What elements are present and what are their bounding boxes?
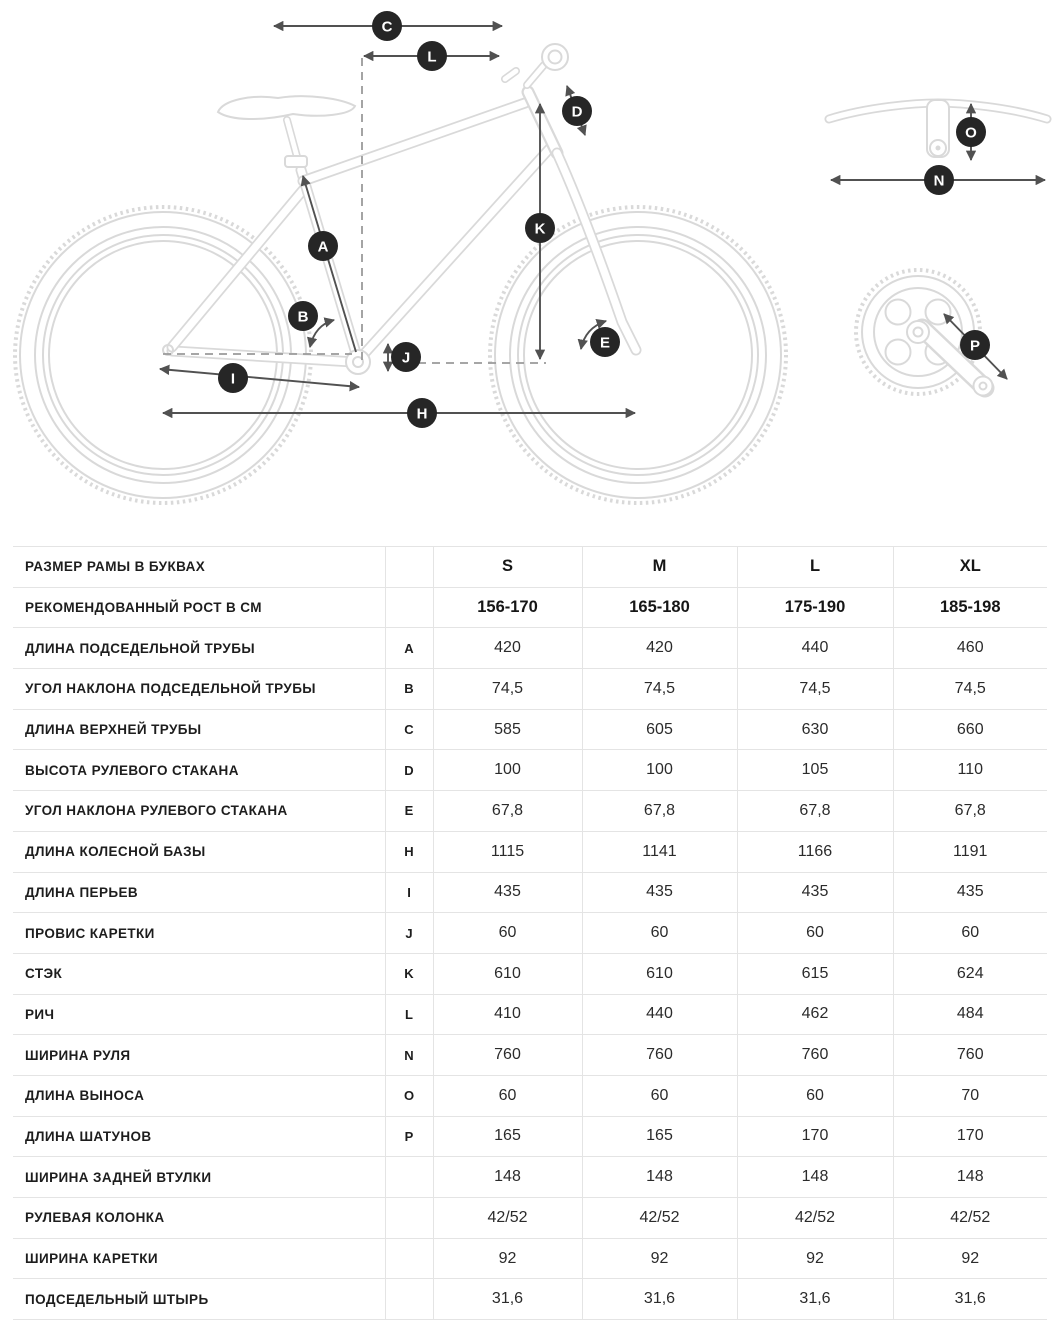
spec-value-cell: 440 [582,994,737,1035]
spec-value-cell: 1141 [582,831,737,872]
spec-label-cell: УГОЛ НАКЛОНА РУЛЕВОГО СТАКАНА [13,791,385,832]
spec-label-cell: РАЗМЕР РАМЫ В БУКВАХ [13,547,385,588]
spec-value-cell: 615 [737,953,893,994]
spec-label-cell: ШИРИНА ЗАДНЕЙ ВТУЛКИ [13,1157,385,1198]
handlebar-grip-end [542,44,568,70]
spec-value-cell: 630 [737,709,893,750]
pedal-hole [974,377,993,396]
spec-value-cell: 660 [893,709,1047,750]
spec-value-cell: 148 [582,1157,737,1198]
spec-value-cell: 462 [737,994,893,1035]
spec-label-cell: ДЛИНА ШАТУНОВ [13,1116,385,1157]
table-row [13,831,1047,872]
spec-value-cell: 31,6 [737,1279,893,1320]
spec-value-cell: 67,8 [433,791,582,832]
spec-value-cell: 170 [893,1116,1047,1157]
spec-value-cell: 760 [433,1035,582,1076]
spec-value-cell: 92 [893,1238,1047,1279]
table-row [13,791,1047,832]
saddle [218,96,355,119]
dim-badge-o [956,117,986,147]
spec-value-cell: 435 [582,872,737,913]
dim-letter-cell: H [385,831,433,872]
spec-value-cell: 760 [893,1035,1047,1076]
spec-label-cell: ДЛИНА ПОДСЕДЕЛЬНОЙ ТРУБЫ [13,628,385,669]
dim-badge-n [924,165,954,195]
spec-value-cell: 31,6 [893,1279,1047,1320]
dim-badge-p [960,330,990,360]
dim-badge-b [288,301,318,331]
spec-value-cell: 42/52 [737,1198,893,1239]
bike-geometry-diagram [0,0,1061,540]
spec-value-cell: 42/52 [433,1198,582,1239]
spec-value-cell: 165 [433,1116,582,1157]
spec-table-body [13,547,1047,1320]
dim-letter-cell: D [385,750,433,791]
spec-value-cell: L [737,547,893,588]
spec-value-cell: 170 [737,1116,893,1157]
dim-letter-cell: I [385,872,433,913]
dim-letter-cell: N [385,1035,433,1076]
dim-badge-d [562,96,592,126]
spec-value-cell: 760 [737,1035,893,1076]
spec-value-cell: 165-180 [582,587,737,628]
spec-label-cell: РЕКОМЕНДОВАННЫЙ РОСТ В СМ [13,587,385,628]
dim-letter-cell: K [385,953,433,994]
dim-badge-l-label: L [427,48,437,66]
table-row [13,547,1047,588]
spec-label-cell: ДЛИНА ВЫНОСА [13,1075,385,1116]
dim-letter-cell: A [385,628,433,669]
dim-badge-c [372,11,402,41]
spec-value-cell: 74,5 [737,669,893,710]
spec-value-cell: 420 [433,628,582,669]
spec-value-cell: 435 [737,872,893,913]
dim-badge-e [590,327,620,357]
spec-label-cell: ДЛИНА ПЕРЬЕВ [13,872,385,913]
spec-value-cell: 156-170 [433,587,582,628]
spec-label-cell: РИЧ [13,994,385,1035]
spec-value-cell: 148 [737,1157,893,1198]
handlebar-front-view [829,100,1047,157]
spec-value-cell: 60 [737,1075,893,1116]
spec-value-cell: 435 [893,872,1047,913]
spec-value-cell: M [582,547,737,588]
dim-badge-n-label: N [933,172,945,190]
dim-badge-l [417,41,447,71]
dim-badge-p-label: P [969,337,981,355]
spec-value-cell: 410 [433,994,582,1035]
dim-letter-cell [385,547,433,588]
dim-letter-cell: J [385,913,433,954]
table-row [13,669,1047,710]
table-row [13,750,1047,791]
table-row [13,1035,1047,1076]
dim-badge-i [218,363,248,393]
dim-letter-cell: E [385,791,433,832]
spec-value-cell: 1115 [433,831,582,872]
dim-badge-k-label: K [534,220,546,238]
spec-value-cell: 760 [582,1035,737,1076]
spec-label-cell: ПОДСЕДЕЛЬНЫЙ ШТЫРЬ [13,1279,385,1320]
dim-badge-j [391,342,421,372]
table-row [13,994,1047,1035]
dim-letter-cell [385,1279,433,1320]
table-row [13,1198,1047,1239]
table-row [13,953,1047,994]
table-row [13,872,1047,913]
dim-letter-cell [385,587,433,628]
spec-value-cell: 610 [582,953,737,994]
dim-badge-d-label: D [571,103,583,121]
dim-letter-cell: B [385,669,433,710]
spec-value-cell: 624 [893,953,1047,994]
table-row [13,1279,1047,1320]
dim-badge-j-label: J [401,349,411,367]
spec-value-cell: 60 [737,913,893,954]
dim-arrow-i [160,369,359,387]
dim-badge-h [407,398,437,428]
spec-value-cell: 420 [582,628,737,669]
spec-value-cell: 1166 [737,831,893,872]
spec-value-cell: 92 [433,1238,582,1279]
spec-value-cell: 42/52 [582,1198,737,1239]
spec-value-cell: 74,5 [582,669,737,710]
spec-value-cell: 484 [893,994,1047,1035]
spec-value-cell: 31,6 [433,1279,582,1320]
spec-value-cell: 67,8 [737,791,893,832]
dim-badge-a [308,231,338,261]
dim-letter-cell: L [385,994,433,1035]
dim-badge-k [525,213,555,243]
spec-label-cell: ДЛИНА ВЕРХНЕЙ ТРУБЫ [13,709,385,750]
spec-value-cell: 605 [582,709,737,750]
geometry-table [13,546,1047,1320]
dim-badge-a-label: A [317,238,329,256]
bike-frame [163,44,636,374]
spec-value-cell: 92 [737,1238,893,1279]
spec-value-cell: 610 [433,953,582,994]
spec-value-cell: 100 [582,750,737,791]
dim-badge-h-label: H [416,405,428,423]
spec-label-cell: ШИРИНА РУЛЯ [13,1035,385,1076]
dim-letter-cell [385,1157,433,1198]
spec-value-cell: 185-198 [893,587,1047,628]
table-row [13,1238,1047,1279]
spec-label-cell: ШИРИНА КАРЕТКИ [13,1238,385,1279]
spec-value-cell: 60 [433,913,582,954]
table-row [13,1157,1047,1198]
dim-letter-cell: O [385,1075,433,1116]
spec-value-cell: 60 [582,913,737,954]
spec-value-cell: 67,8 [582,791,737,832]
spec-value-cell: 31,6 [582,1279,737,1320]
spec-value-cell: 92 [582,1238,737,1279]
spec-value-cell: 60 [893,913,1047,954]
dim-letter-cell: C [385,709,433,750]
table-row [13,709,1047,750]
spec-value-cell: 440 [737,628,893,669]
spec-value-cell: XL [893,547,1047,588]
spec-value-cell: 42/52 [893,1198,1047,1239]
spec-value-cell: 60 [433,1075,582,1116]
dim-letter-cell: P [385,1116,433,1157]
dim-badge-o-label: O [965,124,977,142]
spec-value-cell: 435 [433,872,582,913]
spec-value-cell: 165 [582,1116,737,1157]
spec-label-cell: УГОЛ НАКЛОНА ПОДСЕДЕЛЬНОЙ ТРУБЫ [13,669,385,710]
dim-badge-e-label: E [599,334,611,352]
spec-value-cell: 110 [893,750,1047,791]
spec-value-cell: 60 [582,1075,737,1116]
spec-value-cell: 585 [433,709,582,750]
dim-letter-cell [385,1238,433,1279]
table-row [13,1116,1047,1157]
table-row [13,913,1047,954]
spec-value-cell: 100 [433,750,582,791]
dim-badge-i-label: I [230,370,236,388]
spec-value-cell: 1191 [893,831,1047,872]
spec-value-cell: 148 [433,1157,582,1198]
spec-value-cell: 105 [737,750,893,791]
spec-value-cell: 175-190 [737,587,893,628]
spec-value-cell: 70 [893,1075,1047,1116]
table-row [13,1075,1047,1116]
bike-geometry-svg [0,0,1061,540]
spec-label-cell: РУЛЕВАЯ КОЛОНКА [13,1198,385,1239]
spec-value-cell: 67,8 [893,791,1047,832]
spec-label-cell: ПРОВИС КАРЕТКИ [13,913,385,954]
table-row [13,628,1047,669]
table-row [13,587,1047,628]
spec-value-cell: 74,5 [893,669,1047,710]
spec-label-cell: ДЛИНА КОЛЕСНОЙ БАЗЫ [13,831,385,872]
spec-value-cell: 148 [893,1157,1047,1198]
spec-label-cell: ВЫСОТА РУЛЕВОГО СТАКАНА [13,750,385,791]
spec-value-cell: 74,5 [433,669,582,710]
spec-label-cell: СТЭК [13,953,385,994]
dim-badge-b-label: B [297,308,309,326]
dim-letter-cell [385,1198,433,1239]
spec-value-cell: 460 [893,628,1047,669]
spec-value-cell: S [433,547,582,588]
dim-badge-c-label: C [381,18,393,36]
